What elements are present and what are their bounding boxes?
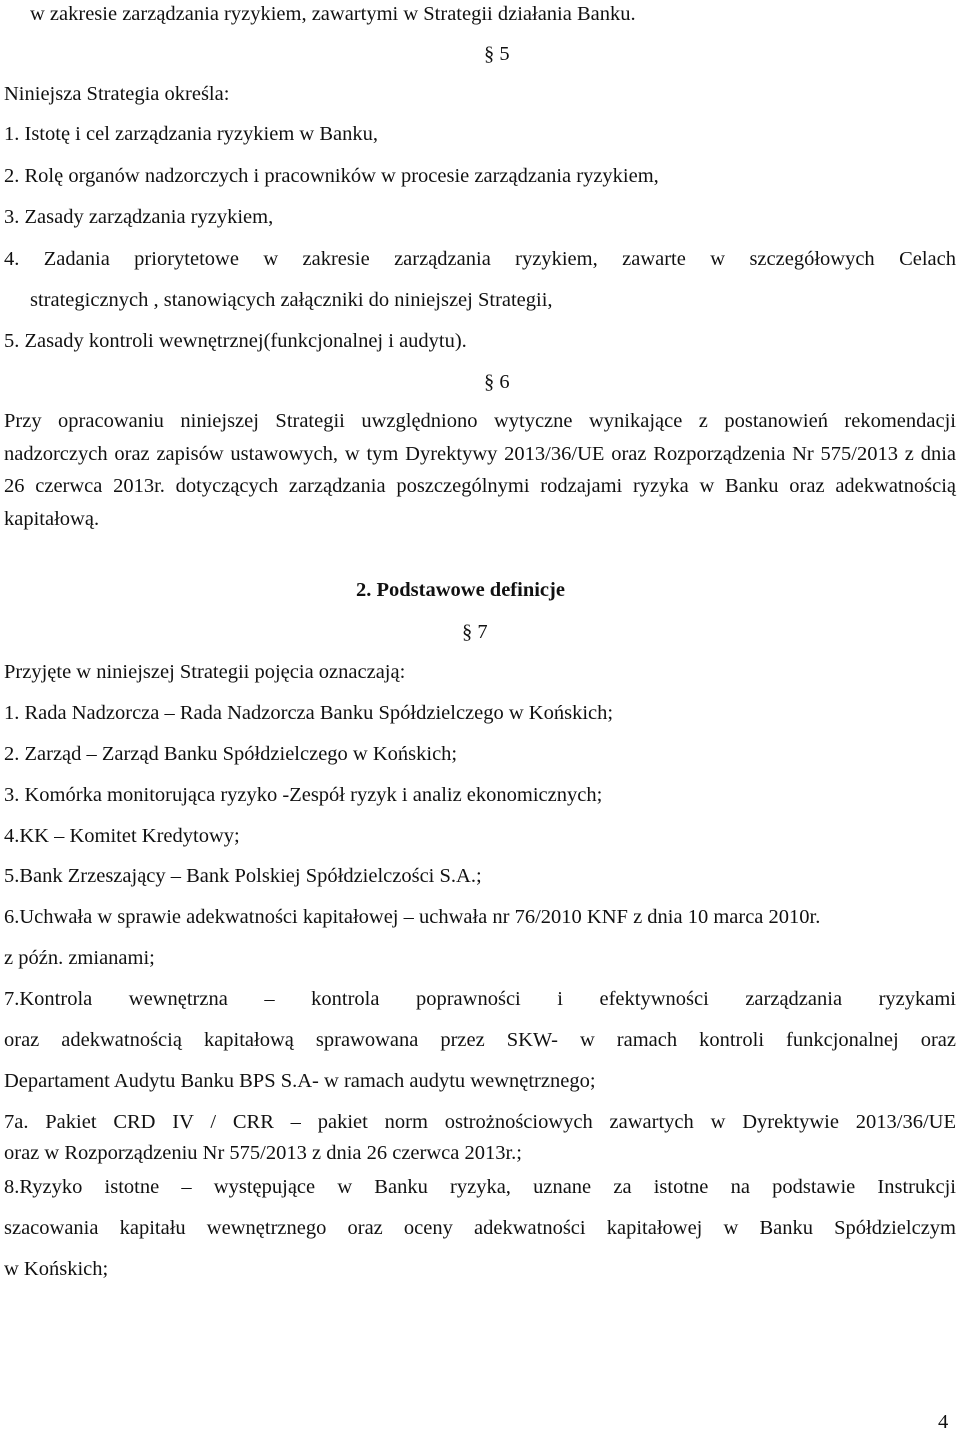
section-marker-5: § 5 (484, 43, 510, 65)
def-7-cont-2: Departament Audytu Banku BPS S.A- w ramach audytu wewnętrznego; (4, 1070, 596, 1092)
def-7a-cont: oraz w Rozporządzeniu Nr 575/2013 z dnia 26 czerwca 2013r.; (4, 1142, 523, 1164)
section-heading: 2. Podstawowe definicje (356, 579, 565, 601)
s6-paragraph: Przy opracowaniu niniejszej Strategii uwzględniono wytyczne wynikające z postanowień rekomendacji nadzorczych oraz zapisów ustawowych, w tym Dyrektywy 2013/36/UE oraz Rozporządzenia Nr 575/2013 z dnia 26 czerwca 2013r. dotyczących zarządzania poszczególnymi rodzajami ryzyka w Banku oraz adekwatnością kapitałową. (4, 410, 956, 530)
s5-item-4: 4. Zadania priorytetowe w zakresie zarządzania ryzykiem, zawarte w szczegółowych Celach (4, 248, 956, 270)
s5-intro: Niniejsza Strategia określa: (4, 83, 230, 105)
def-6-cont: z późn. zmianami; (4, 947, 155, 969)
def-7a: 7a. Pakiet CRD IV / CRR – pakiet norm ostrożnościowych zawartych w Dyrektywie 2013/36/UE (4, 1111, 956, 1133)
def-8-cont-1: szacowania kapitału wewnętrznego oraz oceny adekwatności kapitałowej w Banku Spółdzielczym (4, 1217, 956, 1239)
s5-item-3: 3. Zasady zarządzania ryzykiem, (4, 206, 274, 228)
top-line: w zakresie zarządzania ryzykiem, zawartymi w Strategii działania Banku. (30, 3, 636, 25)
page-number: 4 (938, 1411, 949, 1433)
def-1: 1. Rada Nadzorcza – Rada Nadzorcza Banku Spółdzielczego w Końskich; (4, 702, 614, 724)
s7-intro: Przyjęte w niniejszej Strategii pojęcia oznaczają: (4, 661, 406, 683)
def-4: 4.KK – Komitet Kredytowy; (4, 825, 240, 847)
s5-item-2: 2. Rolę organów nadzorczych i pracowników w procesie zarządzania ryzykiem, (4, 165, 659, 187)
s5-item-1: 1. Istotę i cel zarządzania ryzykiem w Banku, (4, 123, 378, 145)
def-7-cont-1: oraz adekwatnością kapitałową sprawowana przez SKW- w ramach kontroli funkcjonalnej oraz (4, 1029, 956, 1051)
def-5: 5.Bank Zrzeszający – Bank Polskiej Spółdzielczości S.A.; (4, 865, 482, 887)
def-3: 3. Komórka monitorująca ryzyko -Zespół ryzyk i analiz ekonomicznych; (4, 784, 603, 806)
def-6: 6.Uchwała w sprawie adekwatności kapitałowej – uchwała nr 76/2010 KNF z dnia 10 marca 2010r. (4, 906, 821, 928)
def-7: 7.Kontrola wewnętrzna – kontrola poprawności i efektywności zarządzania ryzykami (4, 988, 956, 1010)
def-8-cont-2: w Końskich; (4, 1258, 109, 1280)
section-marker-7: § 7 (462, 621, 488, 643)
s5-item-4-cont: strategicznych , stanowiących załączniki do niniejszej Strategii, (30, 289, 553, 311)
def-2: 2. Zarząd – Zarząd Banku Spółdzielczego w Końskich; (4, 743, 458, 765)
section-marker-6: § 6 (484, 371, 510, 393)
s5-item-5: 5. Zasady kontroli wewnętrznej(funkcjonalnej i audytu). (4, 330, 467, 352)
def-8: 8.Ryzyko istotne – występujące w Banku ryzyka, uznane za istotne na podstawie Instrukcji (4, 1176, 956, 1198)
